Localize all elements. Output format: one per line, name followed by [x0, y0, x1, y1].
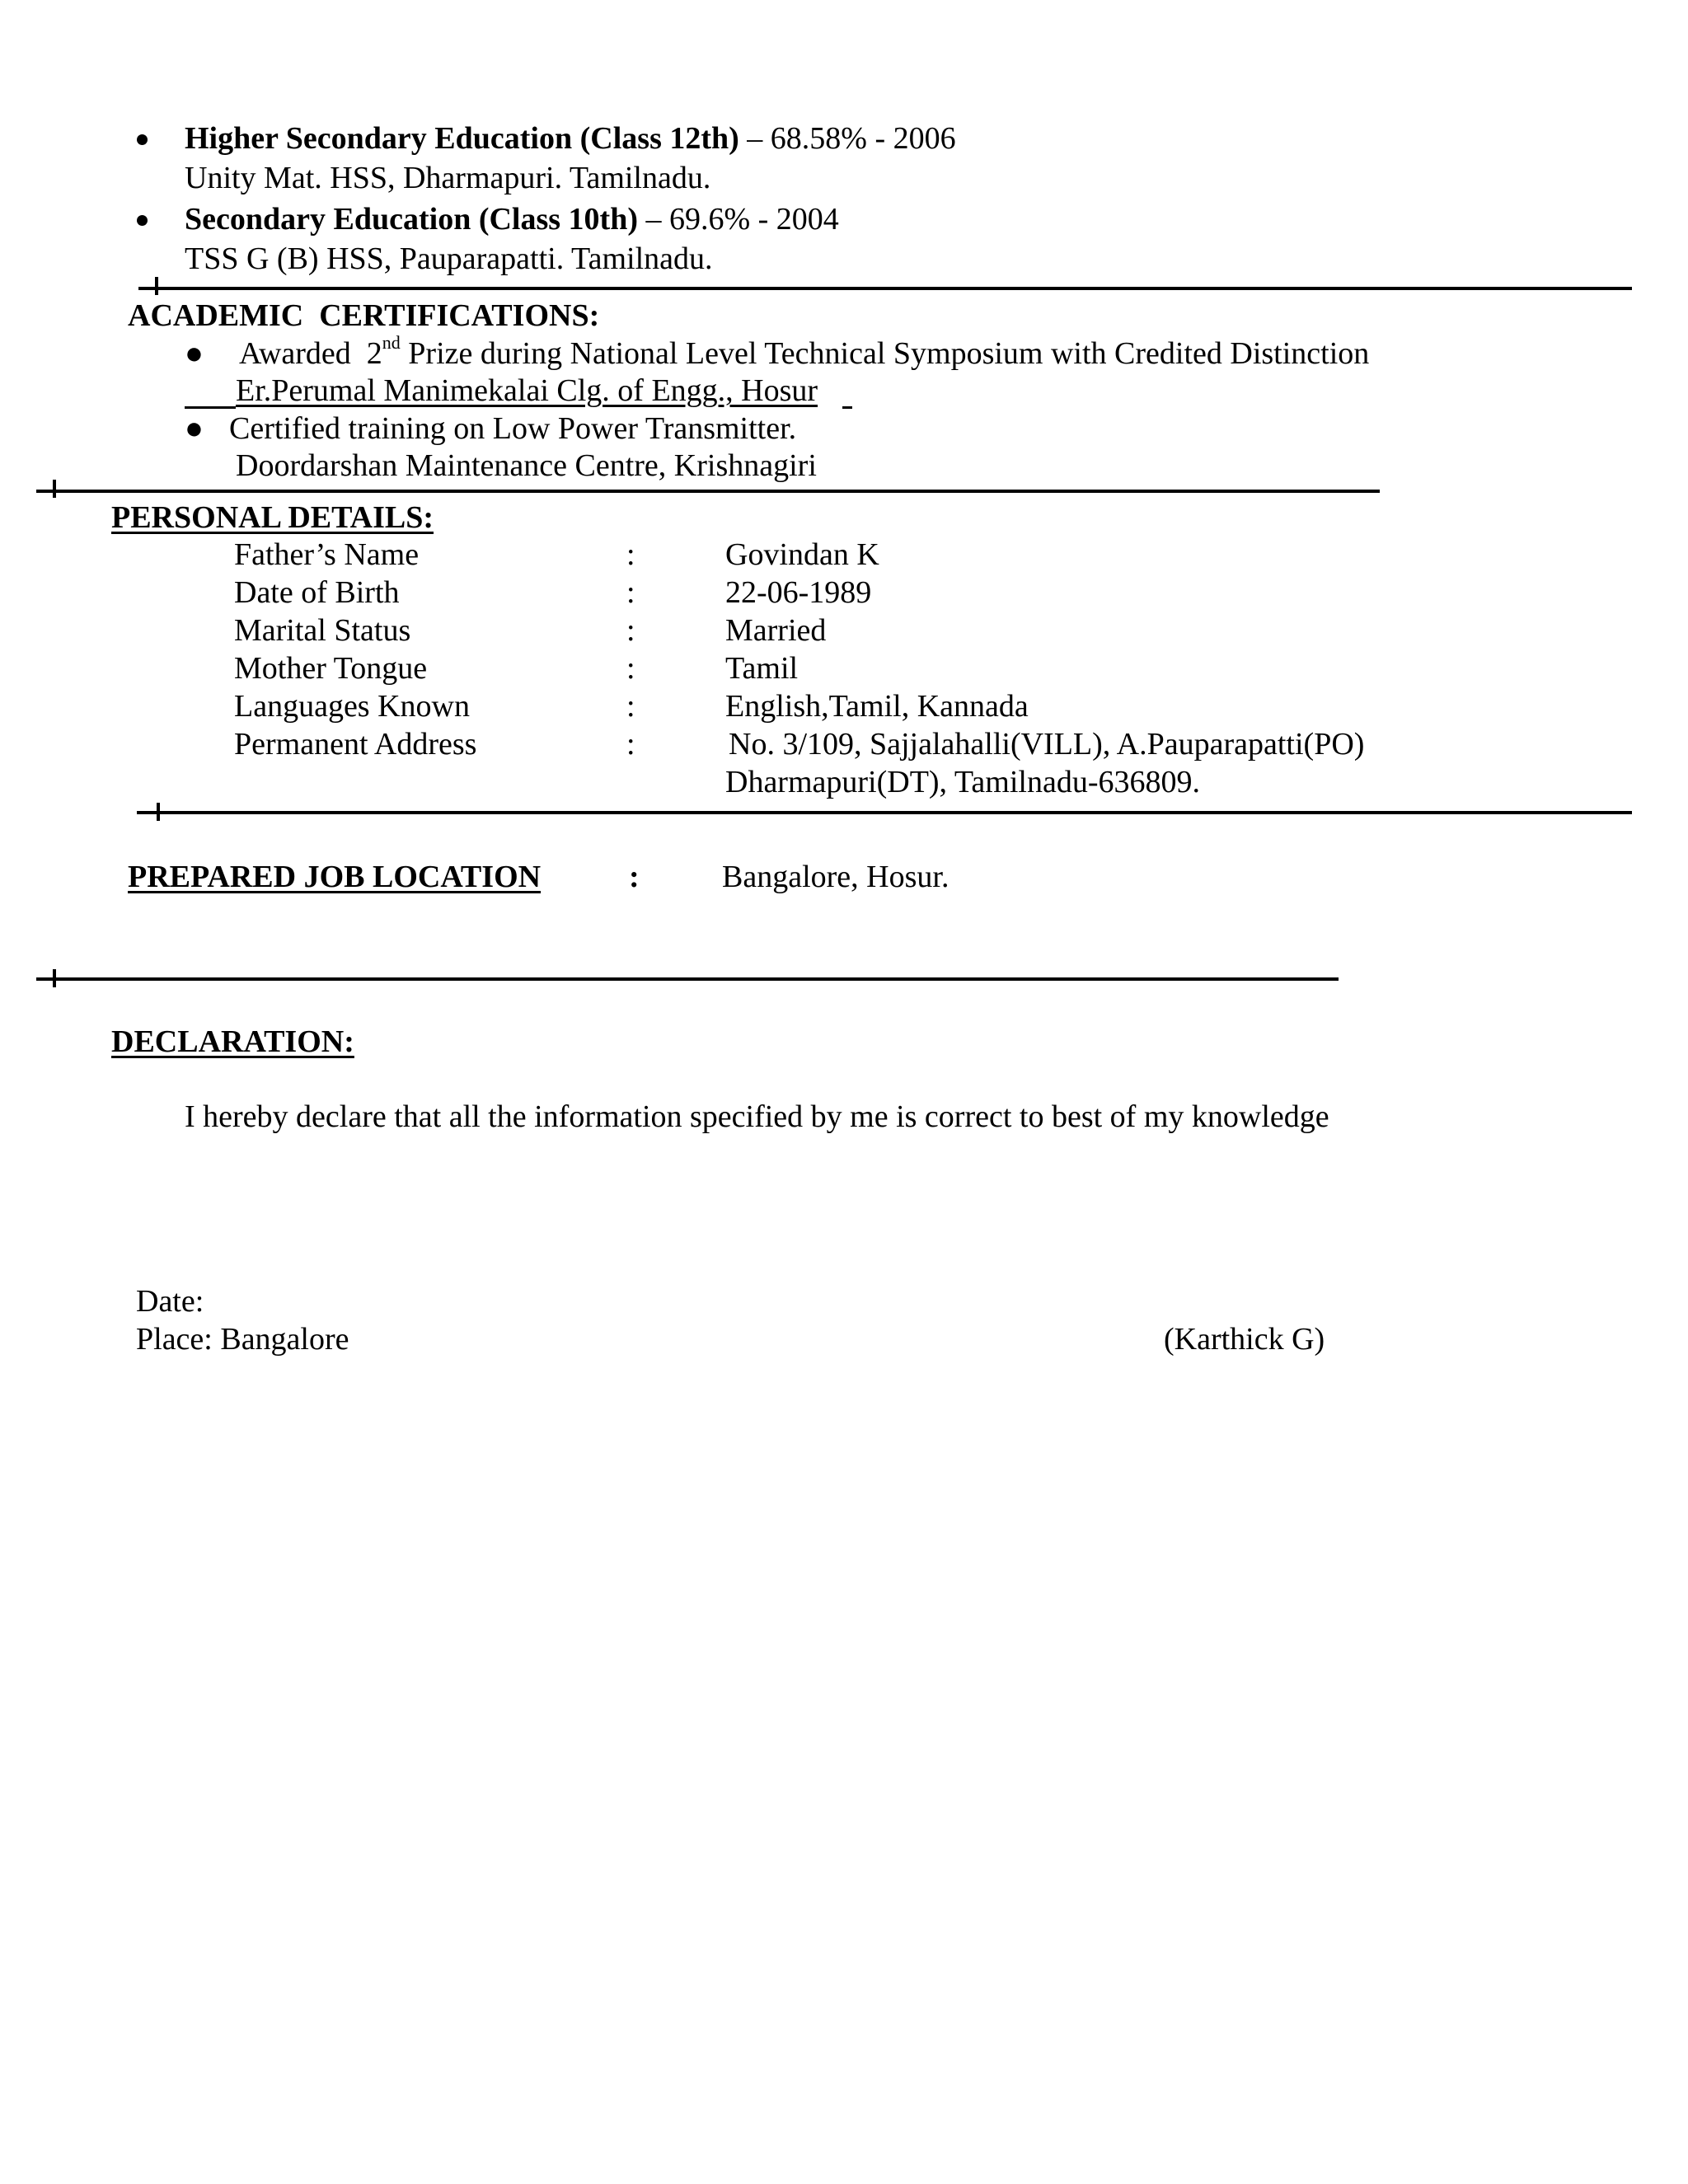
section-divider [36, 490, 1380, 493]
personal-label: Father’s Name [234, 537, 420, 572]
job-location-label: PREPARED JOB LOCATION [128, 860, 542, 894]
certifications-heading: ACADEMIC CERTIFICATIONS: [128, 298, 600, 333]
personal-value: Tamil [725, 651, 799, 686]
certification-bullet: ● [185, 336, 204, 371]
certification-superscript: nd [382, 332, 401, 354]
education-detail: – 68.58% - 2006 [738, 121, 956, 156]
date-label: Date: [136, 1284, 204, 1319]
certification-bullet: ● [185, 411, 204, 446]
bullet-icon [137, 134, 148, 145]
personal-label: Languages Known [234, 689, 470, 724]
bullet-icon [137, 215, 148, 226]
personal-value: Married [725, 613, 827, 648]
personal-separator: : [626, 689, 635, 724]
declaration-text: I hereby declare that all the information specified by me is correct to best of my knowledge [185, 1099, 1329, 1134]
education-detail: – 69.6% - 2004 [638, 202, 839, 237]
personal-heading: PERSONAL DETAILS: [111, 500, 434, 535]
certification-text: Prize during National Level Technical Symposium with Credited Distinction [400, 336, 1370, 371]
rule-tick [53, 480, 56, 498]
certification-institution: Er.Perumal Manimekalai Clg. of Engg., Hosur [236, 373, 818, 408]
education-item [185, 200, 839, 238]
education-item [185, 120, 956, 157]
personal-value-line2: Dharmapuri(DT), Tamilnadu-636809. [725, 765, 1200, 799]
personal-separator: : [626, 613, 635, 648]
job-location-value: Bangalore, Hosur. [722, 860, 950, 894]
rule-tick [155, 277, 158, 295]
declaration-heading: DECLARATION: [111, 1024, 354, 1059]
underline-extension [842, 406, 852, 409]
place-label: Place: Bangalore [136, 1322, 349, 1357]
section-divider [137, 811, 1632, 814]
personal-label: Date of Birth [234, 575, 400, 610]
personal-label: Mother Tongue [234, 651, 428, 686]
certification-text: Certified training on Low Power Transmitter. [229, 411, 797, 446]
personal-label: Marital Status [234, 613, 411, 648]
certification-item [239, 332, 1370, 373]
personal-value: No. 3/109, Sajjalahalli(VILL), A.Pauparapatti(PO) [729, 727, 1365, 762]
personal-value: 22-06-1989 [725, 575, 872, 610]
education-school: Unity Mat. HSS, Dharmapuri. Tamilnadu. [185, 161, 711, 195]
personal-separator: : [626, 575, 635, 610]
personal-separator: : [626, 537, 635, 572]
personal-separator: : [626, 651, 635, 686]
job-location-separator: : [629, 860, 640, 894]
certification-text: Awarded 2 [239, 336, 382, 371]
signature-name: (Karthick G) [1164, 1322, 1325, 1357]
personal-separator: : [626, 727, 635, 762]
personal-value: Govindan K [725, 537, 879, 572]
education-title: Higher Secondary Education (Class 12th) [185, 121, 739, 156]
certification-institution: Doordarshan Maintenance Centre, Krishnagiri [236, 448, 817, 483]
education-title: Secondary Education (Class 10th) [185, 202, 638, 237]
section-divider [138, 287, 1632, 290]
underline-extension [185, 406, 236, 409]
education-school: TSS G (B) HSS, Pauparapatti. Tamilnadu. [185, 241, 713, 276]
section-divider [36, 977, 1339, 981]
personal-value: English,Tamil, Kannada [725, 689, 1029, 724]
personal-label: Permanent Address [234, 727, 477, 762]
